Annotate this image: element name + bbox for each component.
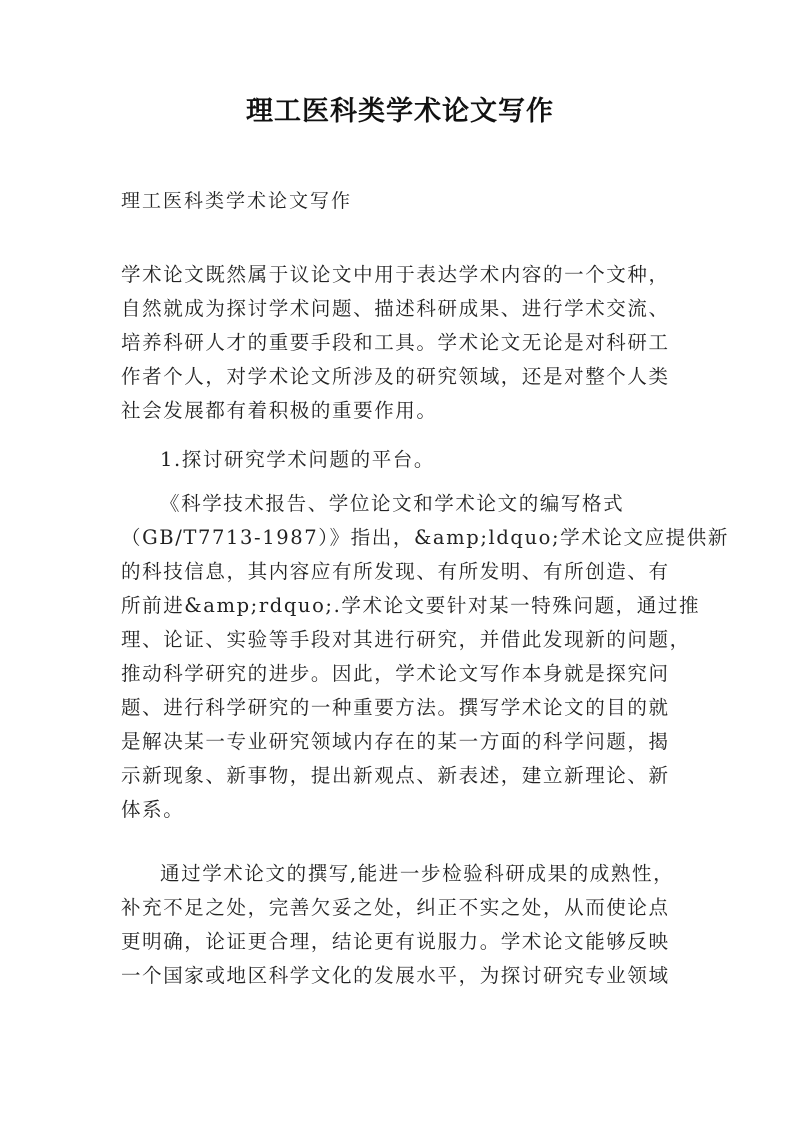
document-subtitle: 理工医科类学术论文写作: [121, 190, 353, 212]
body-line: 更明确，论证更合理，结论更有说服力。学术论文能够反映: [121, 930, 670, 953]
body-line: 社会发展都有着积极的重要作用。: [121, 399, 438, 422]
body-line: 通过学术论文的撰写,能进一步检验科研成果的成熟性，: [160, 862, 675, 885]
document-title: 理工医科类学术论文写作: [246, 96, 554, 127]
body-line: 作者个人，对学术论文所涉及的研究领域，还是对整个人类: [121, 365, 670, 388]
body-line: 学术论文既然属于议论文中用于表达学术内容的一个文种，: [121, 263, 670, 286]
body-line: 题、进行科学研究的一种重要方法。撰写学术论文的目的就: [121, 696, 670, 719]
body-line: 是解决某一专业研究领域内存在的某一方面的科学问题，揭: [121, 730, 670, 753]
body-line: 体系。: [121, 798, 185, 821]
body-line: 补充不足之处，完善欠妥之处，纠正不实之处，从而使论点: [121, 896, 670, 919]
body-line: 的科技信息，其内容应有所发现、有所发明、有所创造、有: [121, 560, 670, 583]
body-line: 《科学技术报告、学位论文和学术论文的编写格式: [160, 492, 625, 515]
body-line: 1.探讨研究学术问题的平台。: [160, 448, 436, 471]
body-line: 培养科研人才的重要手段和工具。学术论文无论是对科研工: [121, 331, 670, 354]
body-line: 示新现象、新事物，提出新观点、新表述，建立新理论、新: [121, 764, 670, 787]
body-line: 所前进&amp;rdquo;.学术论文要针对某一特殊问题，通过推: [121, 594, 701, 617]
body-line: （GB/T7713-1987）》指出，&amp;ldquo;学术论文应提供新: [121, 526, 729, 549]
body-line: 理、论证、实验等手段对其进行研究，并借此发现新的问题，: [121, 628, 691, 651]
body-line: 推动科学研究的进步。因此，学术论文写作本身就是探究问: [121, 662, 670, 685]
body-line: 一个国家或地区科学文化的发展水平，为探讨研究专业领域: [121, 964, 670, 987]
body-line: 自然就成为探讨学术问题、描述科研成果、进行学术交流、: [121, 297, 670, 320]
